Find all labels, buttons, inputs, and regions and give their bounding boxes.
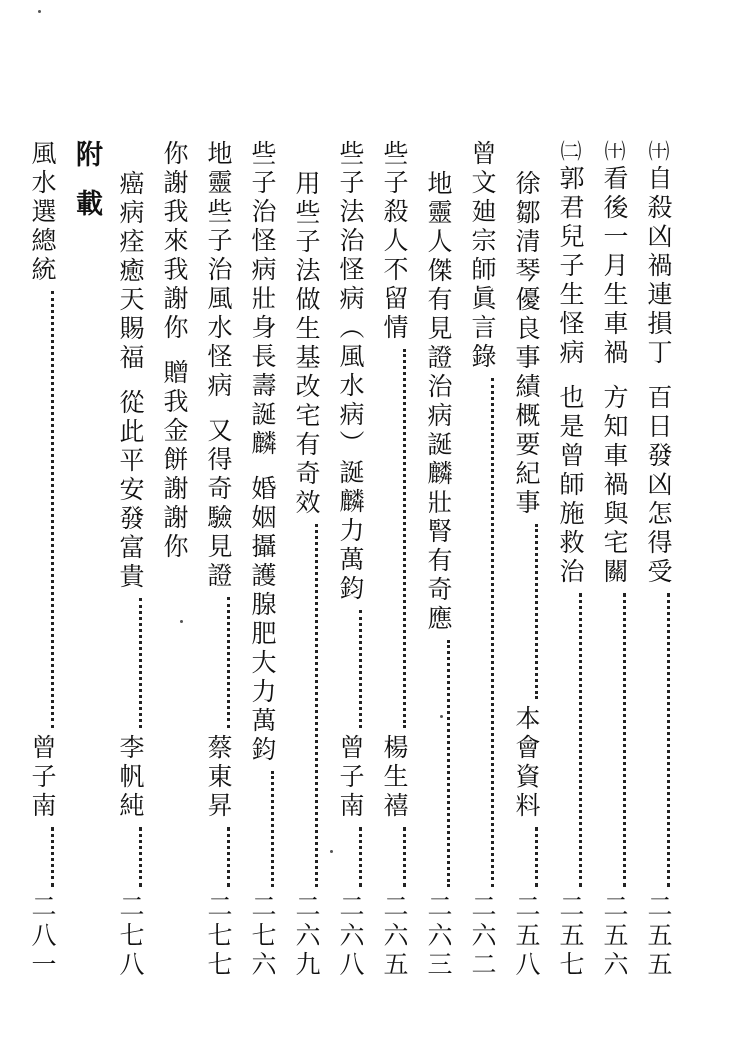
- toc-entry: [372, 140, 416, 980]
- scan-speck: [38, 10, 41, 13]
- entry-title: 地靈人傑有見證治病誕麟壯腎有奇應: [424, 170, 453, 634]
- toc-entry: [592, 140, 636, 980]
- toc-entry: [152, 140, 196, 980]
- dot-leader: [271, 771, 274, 887]
- entry-subtitle: 婚姻攝護腺肥大力萬鈞: [248, 475, 277, 765]
- dot-leader: [139, 598, 142, 728]
- entry-page-number: 二五八: [512, 893, 541, 980]
- entry-author: 蔡東昇: [204, 734, 233, 821]
- scan-speck: [440, 715, 443, 718]
- entry-page-number: 二五六: [600, 893, 629, 980]
- entry-author: 楊生禧: [380, 734, 409, 821]
- toc-entry: [108, 140, 152, 980]
- dot-leader: [227, 827, 230, 887]
- toc-entry: [460, 140, 504, 980]
- scan-speck: [330, 850, 333, 853]
- entry-marker: ㈩: [602, 140, 626, 165]
- dot-leader: [579, 593, 582, 887]
- dot-leader: [535, 524, 538, 699]
- entry-title: 自殺凶禍連損丁: [644, 165, 673, 368]
- dot-leader: [51, 827, 54, 887]
- entry-page-number: 二六八: [336, 893, 365, 980]
- entry-title: 些子法治怪病（風水病）誕麟力萬鈞: [336, 140, 365, 604]
- dot-leader: [315, 524, 318, 887]
- toc-entry: [504, 140, 548, 980]
- dot-leader: [227, 597, 230, 728]
- dot-leader: [623, 593, 626, 887]
- dot-leader: [667, 593, 670, 887]
- scan-speck: [180, 620, 183, 623]
- entry-marker: ㈩: [646, 140, 670, 165]
- entry-subtitle: 方知車禍與宅關: [600, 384, 629, 587]
- toc-entry: [548, 140, 592, 980]
- entry-subtitle: 從此平安發富貴: [116, 389, 145, 592]
- entry-page-number: 二六五: [380, 893, 409, 980]
- entry-title: 用些子法做生基改宅有奇效: [292, 170, 321, 518]
- entry-subtitle: 百日發凶怎得受: [644, 384, 673, 587]
- appendix-heading: 附載: [71, 140, 102, 238]
- entry-page-number: 二五五: [644, 893, 673, 980]
- entry-subtitle: 又得奇驗見證: [204, 417, 233, 591]
- dot-leader: [139, 827, 142, 887]
- entry-page-number: 二七六: [248, 893, 277, 980]
- entry-author: 李帆純: [116, 734, 145, 821]
- entry-title: 你謝我來我謝你: [160, 140, 189, 343]
- dot-leader: [447, 640, 450, 887]
- dot-leader: [491, 378, 494, 887]
- toc-entry: [636, 140, 680, 980]
- entry-title: 風水選總統: [28, 140, 57, 285]
- entry-title: 些子治怪病壯身長壽誕麟: [248, 140, 277, 459]
- entry-title: 看後一月生車禍: [600, 165, 629, 368]
- dot-leader: [535, 827, 538, 887]
- entry-subtitle: 贈我金餅謝謝你: [160, 359, 189, 562]
- entry-page-number: 二七七: [204, 893, 233, 980]
- dot-leader: [403, 349, 406, 728]
- entry-author: 曾子南: [28, 734, 57, 821]
- toc-entry: [20, 140, 64, 980]
- entry-title: 些子殺人不留情: [380, 140, 409, 343]
- dot-leader: [359, 610, 362, 728]
- entry-page-number: 二六二: [468, 893, 497, 980]
- entry-page-number: 二八一: [28, 893, 57, 980]
- entry-subtitle: 也是曾師施救治: [556, 384, 585, 587]
- entry-title: 徐鄒清琴優良事績概要紀事: [512, 170, 541, 518]
- dot-leader: [359, 827, 362, 887]
- entry-page-number: 二七八: [116, 893, 145, 980]
- dot-leader: [403, 827, 406, 887]
- entry-author: 曾子南: [336, 734, 365, 821]
- entry-title: 郭君兒子生怪病: [556, 165, 585, 368]
- entry-marker: ㈡: [558, 140, 582, 165]
- toc-entry: [284, 140, 328, 980]
- entry-title: 地靈些子治風水怪病: [204, 140, 233, 401]
- entry-page-number: 二六三: [424, 893, 453, 980]
- entry-title: 癌病痊癒天賜福: [116, 170, 145, 373]
- toc-entry: [240, 140, 284, 980]
- toc-entry: [328, 140, 372, 980]
- entry-page-number: 二五七: [556, 893, 585, 980]
- toc-entry: [416, 140, 460, 980]
- toc-entry: [196, 140, 240, 980]
- entry-title: 曾文廸宗師眞言錄: [468, 140, 497, 372]
- entry-page-number: 二六九: [292, 893, 321, 980]
- dot-leader: [51, 291, 54, 728]
- entry-author: 本會資料: [512, 705, 541, 821]
